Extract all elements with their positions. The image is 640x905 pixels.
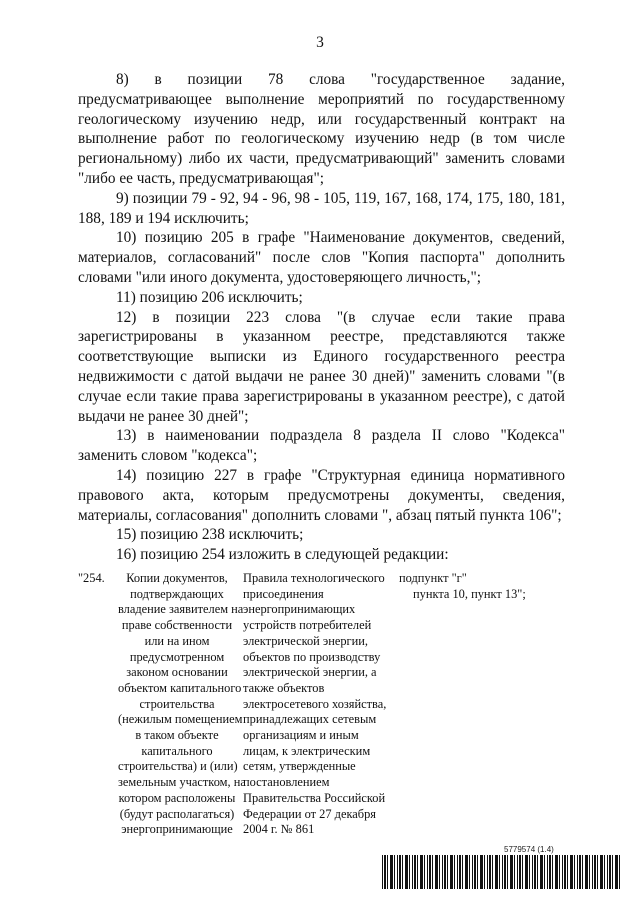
cell-line: (нежилым помещением <box>118 712 243 727</box>
structural-unit-column <box>399 571 547 838</box>
amendment-paragraph: 8) в позиции 78 слова "государственное задание, предусматривающее выполнение мероприятий по государственному геологическому изучению недр, или государственный контракт на выполнение работ по геологическому изучению недр (в том числе региональному) либо их части, предусматривающий" заменить словами "либо ее часть, предусматривающая"; <box>78 71 565 187</box>
documents-column <box>118 571 246 838</box>
cell-line: земельным участком, на <box>118 775 246 790</box>
cell-line: праве собственности <box>121 618 233 633</box>
cell-line: строительства <box>139 696 215 711</box>
cell-line: объектом капитального <box>118 680 242 695</box>
cell-line: лицам, к электрическим <box>243 743 371 758</box>
cell-line: энергопринимающих <box>243 602 356 617</box>
amendment-paragraph: 10) позицию 205 в графе "Наименование документов, сведений, материалов, согласований" после слов "Копия паспорта" дополнить словами "или иного документа, удостоверяющего личность,"; <box>78 229 565 286</box>
cell-line: электрической энергии, а <box>243 665 377 680</box>
cell-line: также объектов <box>243 680 325 695</box>
cell-line: подтверждающих <box>130 586 224 601</box>
page-number: 3 <box>316 34 324 51</box>
cell-line: электрической энергии, <box>243 633 368 648</box>
cell-line: организациям и иным <box>243 728 359 743</box>
cell-line: электросетевого хозяйства, <box>243 696 387 711</box>
cell-line: сетям, утвержденные <box>243 759 356 774</box>
amendment-paragraph: 9) позиции 79 - 92, 94 - 96, 98 - 105, 119, 167, 168, 174, 175, 180, 181, 188, 189 и 194 исключить; <box>78 189 565 227</box>
cell-line: Правительства Российской <box>243 790 386 805</box>
barcode-icon <box>382 855 620 889</box>
legal-act-column <box>243 571 393 838</box>
cell-line: предусмотренном <box>129 649 225 664</box>
cell-line: принадлежащих сетевым <box>243 712 377 727</box>
cell-line: присоединения <box>243 586 324 601</box>
cell-line: владение заявителем на <box>118 602 244 617</box>
cell-line: пункта 10, пункт 13"; <box>413 586 526 601</box>
cell-line: Правила технологического <box>243 571 385 585</box>
cell-line: постановлением <box>243 775 330 790</box>
cell-line: строительства) и (или) <box>118 759 238 774</box>
cell-line: объектов по производству <box>243 649 381 664</box>
amendment-paragraph: 13) в наименовании подраздела 8 раздела II слово "Кодекса" заменить словом "кодекса"; <box>78 427 565 465</box>
cell-line: 2004 г. № 861 <box>243 822 315 837</box>
cell-line: или на ином <box>144 633 210 648</box>
cell-line: котором расположены <box>118 790 236 805</box>
document-code: 5779574 (1.4) <box>504 845 554 854</box>
cell-line: капитального <box>141 743 213 758</box>
amendment-paragraph: 14) позицию 227 в графе "Структурная единица нормативного правового акта, которым предусмотрены документы, сведения, материалы, согласования" дополнить словами ", абзац пятый пункта 106"; <box>78 466 565 524</box>
amendment-paragraph: 11) позицию 206 исключить; <box>116 288 303 306</box>
position-number: "254. <box>78 571 105 585</box>
cell-line: Федерации от 27 декабря <box>243 806 376 821</box>
position-254-table <box>78 571 568 838</box>
cell-line: Копии документов, <box>126 571 228 585</box>
cell-line: энергопринимающие <box>121 822 233 837</box>
cell-line: устройств потребителей <box>243 618 372 633</box>
document-footer <box>382 845 622 893</box>
cell-line: в таком объекте <box>135 728 219 743</box>
table-row <box>78 571 568 838</box>
amendment-paragraph: 12) в позиции 223 слова "(в случае если такие права зарегистрированы в указанном реестре, представляются также соответствующие выписки из Единого государственного реестра недвижимости с датой выдачи не ранее 30 дней)" заменить словами "(в случае если такие права зарегистрированы в указанном реестре), с датой выдачи не ранее 30 дней"; <box>78 308 565 425</box>
amendment-paragraph: 16) позицию 254 изложить в следующей редакции: <box>116 546 449 564</box>
amendment-paragraph: 15) позицию 238 исключить; <box>116 526 304 544</box>
cell-line: законом основании <box>126 665 228 680</box>
document-body <box>78 70 565 565</box>
cell-line: (будут располагаться) <box>119 806 235 821</box>
cell-line: подпункт "г" <box>399 571 467 585</box>
